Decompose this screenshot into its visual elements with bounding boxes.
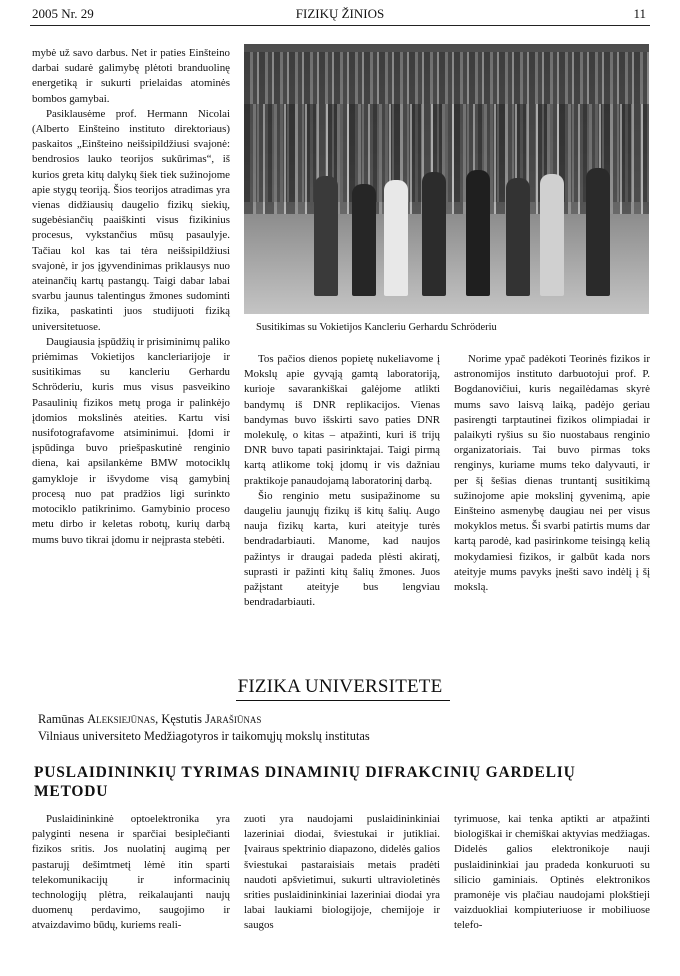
photo-figure <box>352 184 376 296</box>
author-1-first-name: Ramūnas <box>38 712 88 726</box>
section-rule <box>236 700 450 701</box>
column-3 <box>454 352 650 595</box>
author-2-first-name: Kęstutis <box>161 712 206 726</box>
article-column-2 <box>244 812 440 934</box>
photo-figure <box>384 180 408 296</box>
article-column-3 <box>454 812 650 934</box>
paragraph: Daugiausia įspūdžių ir prisiminimų paliko priėmimas Vokietijos kancleriarijoje ir susitikimas su kancleriu Gerhardu Schröderiu, kuris mus visus pasveikino Pasaulinių fizikos metų proga ir palinkėjo įdomios mokslinės ateities. Kartu visi nusifotografavome atsiminimui. Įdomi ir įspūdinga buvo priešpaskutinė renginio diena, kai apsilankėme BMW motociklų gamykloje ir išvydome visą gamybinį procesą nuo pat pradžios ligi surinkto motociklo patikrinimo. Gamybinio proceso metu dirbo ir keletas robotų, kurių darbą mums buvo tikrai įdomu ir neįprasta stebėti. <box>32 335 230 546</box>
photo-figure <box>540 174 564 296</box>
paragraph: tyrimuose, kai tenka aptikti ar atpažinti biologiškai ir chemiškai aktyvias medžiagas. Didelės galios elektronikoje nauji puslaidininkiai jau pradeda konkuruoti su silicio gaminiais. Optinės elektronikos pramonėje vis plačiau naudojami plokštieji vaizduokliai kompiuteriuose ir mobiliuose telefo- <box>454 813 650 932</box>
photo-caption: Susitikimas su Vokietijos Kancleriu Gerhardu Schröderiu <box>256 322 497 333</box>
paragraph: mybė už savo darbus. Net ir paties Einšteino darbai sudarė galimybę plėtoti branduolinę energetiką ir sukurti prielaidas atominės bombos gamybai. <box>32 47 230 105</box>
photo-figure <box>466 170 490 296</box>
author-1-last-name: Aleksiejūnas <box>87 712 156 726</box>
header-rule <box>30 25 650 26</box>
page-number: 11 <box>633 6 646 21</box>
article-authors <box>38 712 261 727</box>
paragraph: Norime ypač padėkoti Teorinės fizikos ir astronomijos instituto darbuotojui prof. P. Bogdanovičiui, kuris negailėdamas skyrė mums savo laisvą laiką, padėjo geriau pasirengti tarptautinei fizikos olimpiadai ir palaikyti ryšius su šio nuostabaus renginio organizatoriais. Tai buvo pirmas toks renginys, kuriame mums teko dalyvauti, ir per šį šešias dienas truntantį susitikimą sužinojome apie mokslinį gyvenimą, apie Einšteino asmenybę daugiau nei per visus mokyklos metus. Ši svarbi patirtis mums dar kartą parodė, kad pasirinkome teisingą kelią mokydamiesi fizikos, ir galbūt kada nors ateityje mums pavyks įnešti savo indėlį į šį mokslą. <box>454 353 650 594</box>
article-title: PUSLAIDININKIŲ TYRIMAS DINAMINIŲ DIFRAKCINIŲ GARDELIŲ METODU <box>34 764 576 800</box>
issue-number: 2005 Nr. 29 <box>32 6 94 21</box>
column-2 <box>244 352 440 610</box>
photo-figure <box>586 168 610 296</box>
photo-figure <box>506 178 530 296</box>
paragraph: Tos pačios dienos popietę nukeliavome į Mokslų apie gyvąją gamtą laboratoriją, kurioje savarankiškai galėjome atlikti bandymų iš DNR replikacijos. Vienas bandymas buvo išskirti savo paties DNR molekulę, o kitas – atpažinti, kuri iš trijų DNR buvo tapati pasirinktajai. Taigi pirmą kartą atlikome tokį įdomų ir vis dažniau praktikoje panaudojamą laboratorinį darbą. <box>244 353 440 487</box>
paragraph: Šio renginio metu susipažinome su daugeliu jaunųjų fizikų iš kitų šalių. Augo nauja fizikų karta, kuri ateityje turės bendradarbiauti. Manome, kad naujos pažintys ir draugai padeda plėsti akiratį, suprasti ir pažinti kitų šalių žmones. Juos pažįstant ateityje bus lengviau bendradarbiauti. <box>244 489 440 609</box>
column-1 <box>32 46 230 548</box>
journal-title: FIZIKŲ ŽINIOS <box>295 6 385 21</box>
paragraph: Puslaidininkinė optoelektronika yra palyginti nesena ir sparčiai besiplečianti fizikos sritis. Jos nuolatinį augimą per pastarujį dešimtmetį lėmė itin sparti telekomunikacijų ir informacinių technologijų plėtra, reikalaujanti naujų duomenų perdavimo, saugojimo ir atvaizdavimo būdų, kuriems reali- <box>32 813 230 932</box>
author-separator: , <box>155 712 162 726</box>
paragraph: Pasiklausėme prof. Hermann Nicolai (Alberto Einšteino instituto direktoriaus) paskaitos „Einšteino neišsipildžiusi svajonė: bendrosios lauko teorijos sukūrimas“, iš kurios greta kitų dalykų šiek tiek sužinojome apie stygų teoriją. Šios teorijos atradimas yra vienas didžiausių daugelio fizikų siekių, sugebėsiančių paaiškinti visus fizikinius procesus, vykstančius mūsų pasaulyje. Tačiau kol kas tai tėra neišsipildžiusi svajonė, ir jos įgyvendinimas priklausys nuo ateinančių kartų pastangų. Taigi dabar labai svarbu jaunus talentingus žmones sudominti fizika, paskatinti juos studijuoti fiziką universitetuose. <box>32 107 230 333</box>
photo-figure <box>422 172 446 296</box>
group-photo <box>244 44 649 314</box>
photo-figure <box>314 176 338 296</box>
section-title: FIZIKA UNIVERSITETE <box>237 676 443 697</box>
article-column-1 <box>32 812 230 934</box>
paragraph: zuoti yra naudojami puslaidininkiniai lazeriniai diodai, šviestukai ir jutikliai. Įvairaus spektrinio diapazono, didelės galios šviestukai pastaraisiais metais pradėti naudoti apšvietimui, sukurti ultravioletinės srities puslaidininkiniai lazeriniai diodai yra labai laukiami biologijoje, chemijoje ir saugos <box>244 813 440 932</box>
article-institution: Vilniaus universiteto Medžiagotyros ir taikomųjų mokslų institutas <box>38 729 370 743</box>
author-2-last-name: Jarašiūnas <box>205 712 262 726</box>
